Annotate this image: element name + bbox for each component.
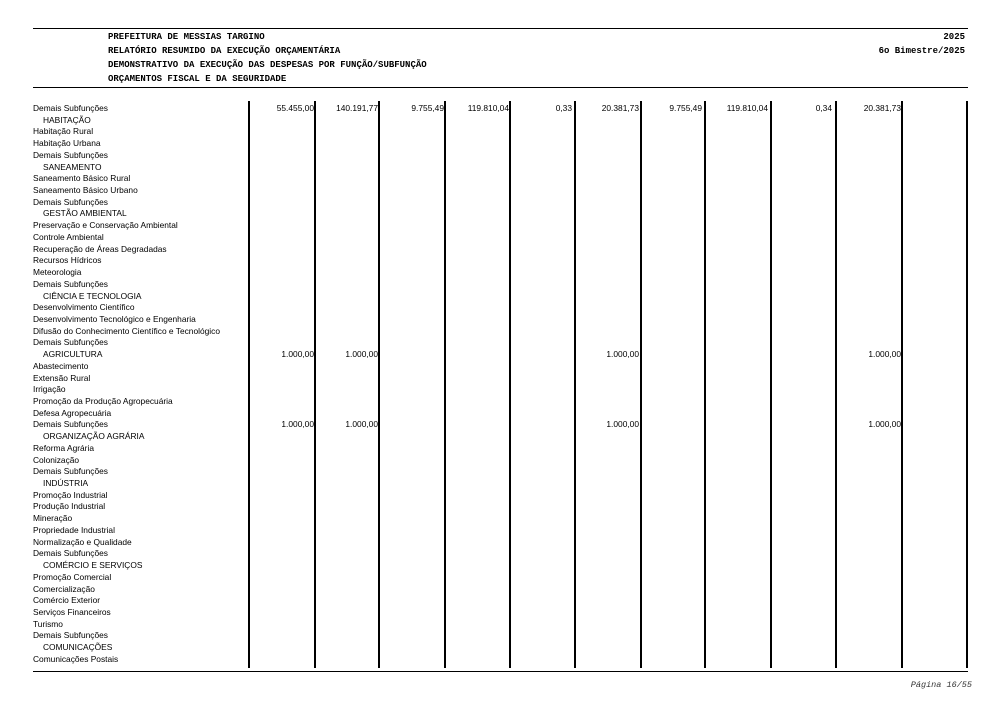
subfunction-label: Demais Subfunções xyxy=(33,196,108,207)
subfunction-label: Demais Subfunções xyxy=(33,630,108,641)
report-period: 6o Bimestre/2025 xyxy=(878,46,965,56)
table-row xyxy=(33,572,968,584)
value-cell: 55.455,00 xyxy=(276,103,314,113)
subfunction-label: Produção Industrial xyxy=(33,501,106,512)
subfunction-label: Defesa Agropecuária xyxy=(33,407,112,418)
subfunction-label: Comércio Exterior xyxy=(33,595,101,606)
subfunction-label: Promoção da Produção Agropecuária xyxy=(33,396,173,406)
subfunction-label: Turismo xyxy=(33,618,63,629)
table-row xyxy=(33,513,968,525)
report-year: 2025 xyxy=(943,32,965,42)
table-row xyxy=(33,279,968,291)
value-cell: 1.000,00 xyxy=(606,419,639,430)
function-label: CIÊNCIA E TECNOLOGIA xyxy=(43,290,142,301)
subfunction-label: Recuperação de Áreas Degradadas xyxy=(33,243,167,254)
table-row xyxy=(33,408,968,420)
value-cell: 0,33 xyxy=(555,103,572,113)
table-row xyxy=(33,208,968,220)
subfunction-label: Demais Subfunções xyxy=(33,149,108,160)
table-row xyxy=(33,138,968,150)
table-row xyxy=(33,607,968,619)
statement-title: DEMONSTRATIVO DA EXECUÇÃO DAS DESPESAS POR FUNÇÃO/SUBFUNÇÃO xyxy=(108,60,427,70)
table-row xyxy=(33,619,968,631)
table-row xyxy=(33,255,968,267)
function-label: GESTÃO AMBIENTAL xyxy=(43,208,127,219)
table-row xyxy=(33,466,968,478)
table-row xyxy=(33,560,968,572)
value-cell: 1.000,00 xyxy=(606,349,639,360)
table-row xyxy=(33,103,968,115)
table-row xyxy=(33,361,968,373)
subfunction-label: Saneamento Básico Urbano xyxy=(33,185,138,196)
table-row xyxy=(33,654,968,666)
subfunction-label: Extensão Rural xyxy=(33,372,91,383)
function-label: ORGANIZAÇÃO AGRÁRIA xyxy=(43,431,145,442)
table-row xyxy=(33,478,968,490)
subfunction-label: Mineração xyxy=(33,513,73,524)
subfunction-label: Abastecimento xyxy=(33,360,89,371)
subfunction-label: Irrigação xyxy=(33,384,66,395)
subfunction-label: Serviços Financeiros xyxy=(33,606,111,617)
header-bottom-rule xyxy=(33,87,968,88)
table-row xyxy=(33,595,968,607)
subfunction-label: Demais Subfunções xyxy=(33,278,108,289)
function-label: HABITAÇÃO xyxy=(43,114,91,125)
subfunction-label: Demais Subfunções xyxy=(33,103,108,113)
value-cell: 1.000,00 xyxy=(345,419,378,430)
value-cell: 20.381,73 xyxy=(601,103,639,113)
table-row xyxy=(33,244,968,256)
subfunction-label: Colonização xyxy=(33,454,80,465)
table-row xyxy=(33,537,968,549)
table-row xyxy=(33,220,968,232)
table-row xyxy=(33,548,968,560)
table-row xyxy=(33,150,968,162)
entity-name: PREFEITURA DE MESSIAS TARGINO xyxy=(108,32,265,42)
table-row xyxy=(33,162,968,174)
table-row xyxy=(33,173,968,185)
function-label: COMÉRCIO E SERVIÇOS xyxy=(43,560,143,571)
page-number: Página 16/55 xyxy=(910,680,972,690)
table-row xyxy=(33,584,968,596)
function-label: SANEAMENTO xyxy=(43,161,102,172)
function-label: AGRICULTURA xyxy=(43,349,103,360)
function-label: INDÚSTRIA xyxy=(43,478,89,489)
table-row xyxy=(33,337,968,349)
subfunction-label: Propriedade Industrial xyxy=(33,524,115,535)
subfunction-label: Controle Ambiental xyxy=(33,231,104,242)
value-cell: 9.755,49 xyxy=(669,103,702,113)
table-row xyxy=(33,126,968,138)
table-row xyxy=(33,302,968,314)
subfunction-label: Promoção Industrial xyxy=(33,489,108,500)
value-cell: 1.000,00 xyxy=(281,349,314,360)
table-row xyxy=(33,115,968,127)
value-cell: 119.810,04 xyxy=(726,103,768,113)
table-row xyxy=(33,431,968,443)
table-row xyxy=(33,197,968,209)
value-cell: 1.000,00 xyxy=(868,349,901,360)
table-row xyxy=(33,419,968,431)
value-cell: 140.191,77 xyxy=(336,103,378,113)
value-cell: 1.000,00 xyxy=(868,419,901,430)
table-row xyxy=(33,501,968,513)
subfunction-label: Recursos Hídricos xyxy=(33,255,102,266)
table-row xyxy=(33,314,968,326)
function-label: COMUNICAÇÕES xyxy=(43,642,113,653)
table-row xyxy=(33,630,968,642)
subfunction-label: Promoção Comercial xyxy=(33,571,112,582)
subfunction-label: Desenvolvimento Científico xyxy=(33,302,135,313)
value-cell: 1.000,00 xyxy=(281,419,314,430)
table-row xyxy=(33,490,968,502)
table-row xyxy=(33,373,968,385)
table-row xyxy=(33,443,968,455)
table-row xyxy=(33,396,968,408)
table-row xyxy=(33,232,968,244)
subfunction-label: Habitação Rural xyxy=(33,126,94,137)
value-cell: 1.000,00 xyxy=(345,349,378,360)
report-title: RELATÓRIO RESUMIDO DA EXECUÇÃO ORÇAMENTÁRIA xyxy=(108,46,341,56)
subfunction-label: Habitação Urbana xyxy=(33,138,101,149)
subfunction-label: Demais Subfunções xyxy=(33,548,108,559)
header-top-rule xyxy=(33,28,968,29)
table-bottom-rule xyxy=(33,671,968,672)
subfunction-label: Demais Subfunções xyxy=(33,337,108,348)
subfunction-label: Reforma Agrária xyxy=(33,442,94,453)
table-row xyxy=(33,267,968,279)
table-row xyxy=(33,642,968,654)
subfunction-label: Comercialização xyxy=(33,583,95,594)
subfunction-label: Saneamento Básico Rural xyxy=(33,173,131,184)
table-row xyxy=(33,291,968,303)
table-row xyxy=(33,384,968,396)
value-cell: 9.755,49 xyxy=(411,103,444,113)
value-cell: 119.810,04 xyxy=(467,103,509,113)
subfunction-label: Demais Subfunções xyxy=(33,419,108,430)
subfunction-label: Desenvolvimento Tecnológico e Engenharia xyxy=(33,313,196,324)
table-row xyxy=(33,326,968,338)
subfunction-label: Difusão do Conhecimento Científico e Tecnológico xyxy=(33,325,220,336)
subfunction-label: Preservação e Conservação Ambiental xyxy=(33,220,178,231)
table-row xyxy=(33,349,968,361)
subfunction-label: Comunicações Postais xyxy=(33,653,119,664)
table-row xyxy=(33,525,968,537)
value-cell: 0,34 xyxy=(815,103,832,113)
table-row xyxy=(33,455,968,467)
value-cell: 20.381,73 xyxy=(863,103,901,113)
subfunction-label: Normalização e Qualidade xyxy=(33,536,132,547)
subfunction-label: Demais Subfunções xyxy=(33,466,108,477)
subfunction-label: Meteorologia xyxy=(33,267,82,278)
budget-scope: ORÇAMENTOS FISCAL E DA SEGURIDADE xyxy=(108,74,287,84)
table-row xyxy=(33,185,968,197)
